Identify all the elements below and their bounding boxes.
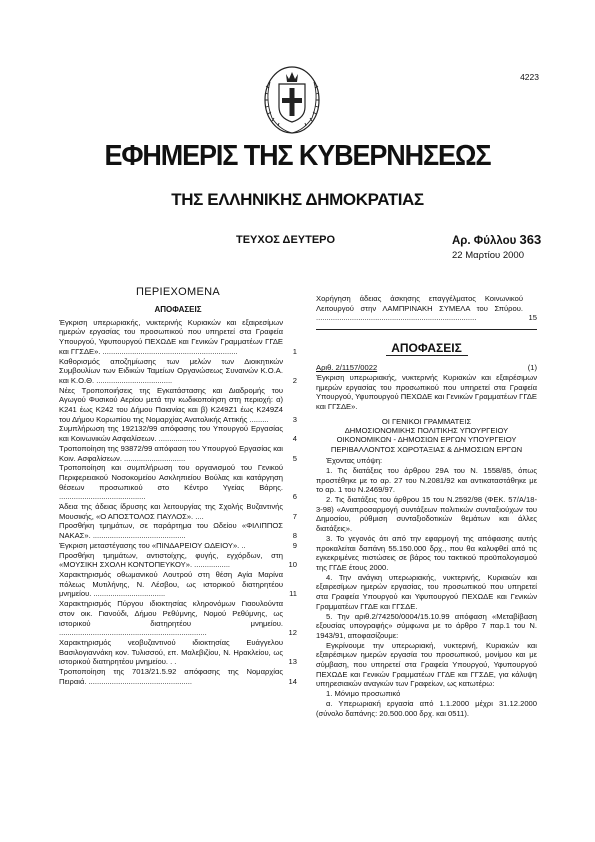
contents-column [59, 286, 297, 686]
toc-item-text: Τροποποίηση και συμπλήρωση του οργανισμού του Γενικού Περιφερειακού Νοσοκομείου Ασκληπιείου Βούλας και κατάργηση θέσεων προσωπικού στο Κέντρο Υγείας Βάρης. ......................................... [59, 463, 283, 502]
decisions-heading-rule [386, 355, 468, 356]
toc-item-page: 13 [288, 657, 297, 667]
issue-number [452, 232, 541, 247]
authority-line: ΟΙΚΟΝΟΜΙΚΩΝ - ΔΗΜΟΣΙΩΝ ΕΡΓΩΝ ΥΠΟΥΡΓΕΙΟΥ [336, 435, 517, 445]
toc-item-text: Καθορισμός αποζημίωσης των μελών των Διοικητικών Συμβουλίων των Ειδικών Ταμείων Οργανώσεως Συναινών Κ.Ο.Α. και Κ.Ο.Θ. .................................... [59, 356, 283, 385]
approval-text: Εγκρίνουμε την υπερωριακή, νυκτερινή, Κυριακών και εξαιρέσιμων ημερών εργασία του προσωπικού, μονίμου και με σύμβαση, που υπηρετεί στα Γραφεία Υπουργού, Υφυπουργού ΠΕΧΩΔΕ και Γενικών Γραμματέων ΓΓΔΕ και ΓΓΣΔΕ, για κάλυψη υπηρεσιακών αναγκών των Γραφείων, ως κατωτέρω: [316, 640, 537, 689]
toc-item [59, 424, 297, 443]
toc-item-page: 1 [292, 346, 297, 356]
section-divider [316, 329, 537, 330]
toc-item-page: 11 [289, 589, 297, 599]
gazette-title: ΕΦΗΜΕΡΙΣ ΤΗΣ ΚΥΒΕΡΝΗΣΕΩΣ [104, 140, 491, 172]
toc-item-page: 7 [292, 511, 297, 521]
issue-label: Αρ. Φύλλου [452, 235, 520, 247]
authority-line: ΔΗΜΟΣΙΟΝΟΜΙΚΗΣ ΠΟΛΙΤΙΚΗΣ ΥΠΟΥΡΓΕΙΟΥ [344, 426, 509, 436]
toc-item-page: 4 [292, 434, 297, 444]
decision-number: Αριθ. 2/1157/0022 [316, 363, 378, 373]
decision-index: (1) [527, 363, 537, 373]
having-regard: Έχοντας υπόψη: [326, 456, 383, 466]
toc-item-page: 8 [292, 531, 297, 541]
toc-item-text: Χαρακτηρισμός Πύργου ιδιοκτησίας κληρονόμων Γιαουλούντα στον οικ. Γιανούδι, Δήμου Ρεθύμνης, Νομού Ρεθύμνης, ως ιστορικού διατηρητέου μνημείου. ...................................................................... [59, 599, 283, 638]
decisions-heading: ΑΠΟΦΑΣΕΙΣ [391, 341, 462, 356]
issue-date: 22 Μαρτίου 2000 [452, 250, 524, 261]
toc-item-page: 6 [292, 492, 297, 502]
toc-item-text: Τροποποίηση της 93872/99 απόφαση του Υπουργού Εργασίας και Κοιν. Ασφαλίσεων. ............................. [59, 443, 283, 463]
item-a: α. Υπερωριακή εργασία από 1.1.2000 μέχρι 31.12.2000 (σύνολο δαπάνης: 20.500.000 δρχ. και 0511). [316, 698, 537, 718]
toc-item [59, 357, 297, 386]
toc-item [59, 386, 297, 425]
toc-item [59, 667, 297, 686]
greek-state-emblem-icon [262, 62, 322, 136]
toc-item-text: Τροποποίηση της 7013/21.5.92 απόφασης της Νομαρχίας Πειραιά. ................................................. [59, 667, 283, 686]
toc-item-text: Έγκριση υπερωριακής, νυκτερινής Κυριακών και εξαιρεσίμων ημερών εργασίας του προσωπικού που υπηρετεί στα Γραφεία Υπουργού, Υφυπουργού ΠΕΧΩΔΕ και Γενικών Γραμματέων ΓΓΔΕ και ΓΓΣΔΕ». ................................................................ [59, 317, 283, 356]
toc-item [316, 294, 537, 323]
toc-item-text: Άδεια της άδειας ίδρυσης και λειτουργίας της Σχολής Βυζαντινής Μουσικής, «Ο ΑΠΟΣΤΟΛΟΣ ΠΑΥΛΟΣ». .... [59, 502, 283, 521]
toc-item [59, 521, 297, 540]
toc-item-page: 9 [292, 540, 297, 550]
toc-item [59, 541, 297, 551]
authority-line: ΟΙ ΓΕΝΙΚΟΙ ΓΡΑΜΜΑΤΕΙΣ [381, 416, 472, 426]
decision-paragraph: 2. Τις διατάξεις του άρθρου 15 του Ν.2592/98 (ΦΕΚ. 57/Α/18-3-98) «Αναπροσαρμογή συντάξεων πολιτικών συνταξιούχων του Δημοσίου, ρύθμιση συνταξιοδοτικών θεμάτων και άλλες διατάξεις». [316, 495, 537, 534]
toc-item-text: Χαρακτηρισμός νεοβυζαντινού ιδιοκτησίας Ευάγγελου Βασιλογιαννάκη κον. Τυλισσού, επ. Μαλεβιζίου, Ν. Ηρακλείου, ως ιστορικού διατηρητέου μνημείου. . . [59, 637, 283, 667]
issue-number-value: 363 [519, 232, 542, 247]
toc-item-text: Χαρακτηρισμός οθωμανικού Λουτρού στη θέση Αγία Μαρίνα πόλεως Μυτιλήνης, Ν. Λέσβου, ως ιστορικού διατηρητέου μνημείου. .................................. [59, 569, 283, 599]
toc-item-text: Προσθήκη τμημάτων, αντιστοίχης, φυγής, εγχόρδων, στη «ΜΟΥΣΙΚΗ ΣΧΟΛΗ ΚΟΝΤΟΠΕΥΚΟΥ». ................. [59, 550, 283, 570]
toc-item-page: 12 [288, 628, 297, 638]
decision-paragraph: 3. Το γεγονός ότι από την εφαρμογή της απόφασης αυτής προκαλείται δαπάνη 55.150.000 δρχ., που θα καλυφθεί από τις εγκεκριμένες πιστώσεις σε βάρος του τακτικού προϋπολογισμού της ΓΓΔΕ έτους 2000. [316, 533, 537, 572]
toc-item [59, 463, 297, 502]
gazette-subtitle: ΤΗΣ ΕΛΛΗΝΙΚΗΣ ΔΗΜΟΚΡΑΤΙΑΣ [171, 190, 424, 209]
permanent-staff: 1. Μόνιμο προσωπικό [326, 689, 401, 699]
toc-item-page: 3 [292, 414, 297, 424]
toc-item-text: Συμπλήρωση της 192132/99 απόφασης του Υπουργού Εργασίας και Κοινωνικών Ασφαλίσεων. .................. [59, 424, 283, 444]
toc-item-text: Χορήγηση άδειας άσκησης επαγγέλματος Κοινωνικού Λειτουργού στην ΛΑΜΠΡΙΝΑΚΗ ΣΥΜΕΛΑ του Σπύρου. ............................................................................ [316, 294, 523, 323]
toc-item-page: 5 [292, 453, 297, 463]
toc-item-page: 15 [528, 313, 537, 323]
toc-item [59, 638, 297, 667]
decisions-column [316, 294, 537, 718]
toc-item [59, 551, 297, 570]
toc-item-text: Έγκριση μεταστέγασης του «ΠΙΝΔΑΡΕΙΟΥ ΩΔΕΙΟΥ». .. [59, 540, 246, 550]
toc-item [59, 318, 297, 357]
toc-item-text: Νέες Τροποποιήσεις της Εγκατάστασης και Διαδρομής του Αγωγού Φυσικού Αερίου μετά την κωδικοποίηση στη περιοχή: α) Κ241 έως Κ242 του Δήμου Παιανίας και β) Κ249Ζ1 έως Κ249Ζ4 του Δήμου Κορωπίου της Νομαρχίας Ανατολικής Αττικής ......... [59, 385, 283, 424]
toc-item-page: 14 [288, 676, 297, 686]
gazette-series: ΤΕΥΧΟΣ ΔΕΥΤΕΡΟ [236, 234, 336, 246]
toc-item [59, 599, 297, 638]
toc-item-page: 2 [292, 375, 297, 385]
toc-item-text: Προσθήκη τμημάτων, σε παράρτημα του Ωδείου «ΦΙΛΙΠΠΟΣ ΝΑΚΑΣ». ............................................ [59, 521, 283, 541]
page-number: 4223 [520, 72, 539, 82]
decision-header [316, 363, 537, 373]
decision-paragraph: 1. Τις διατάξεις του άρθρου 29Α του Ν. 1558/85, όπως προστέθηκε με το αρ. 27 του Ν.2081/92 και αντικαταστάθηκε με το αρ. 1 του Ν.2469/97. [316, 465, 537, 495]
decision-authority [316, 417, 537, 455]
toc-item [59, 444, 297, 463]
decision-paragraph: 5. Την αριθ.2/74250/0004/15.10.99 απόφαση «Μεταβίβαση εξουσίας υπογραφής» σύμφωνα με το άρθρο 7 παρ.1 του Ν. 1943/91, αποφασίζουμε: [316, 611, 537, 640]
decision-paragraph: 4. Την ανάγκη υπερωριακής, νυκτερινής, Κυριακών και εξαιρεσίμων ημερών εργασίας, του προσωπικού που υπηρετεί στα Γραφεία Υπουργού και Υφυπουργού ΠΕΧΩΔΕ και Γενικών Γραμματέων ΓΓΔΕ και ΓΓΣΔΕ. [316, 572, 537, 611]
authority-line: ΠΕΡΙΒΑΛΛΟΝΤΟΣ ΧΩΡΟΤΑΞΙΑΣ & ΔΗΜΟΣΙΩΝ ΕΡΓΩΝ [330, 444, 523, 454]
contents-subheading: ΑΠΟΦΑΣΕΙΣ [154, 305, 202, 314]
toc-item [59, 502, 297, 521]
toc-item-page: 10 [288, 560, 297, 570]
decision-title: Έγκριση υπερωριακής, νυκτερινής Κυριακών και εξαιρέσιμων ημερών εργασίας του προσωπικού που υπηρετεί στα Γραφεία Υπουργού, Υφυπουργού ΠΕΧΩΔΕ και Γενικών Γραμματέων ΓΓΔΕ και ΓΓΣΔΕ». [316, 372, 537, 411]
toc-item [59, 570, 297, 599]
contents-heading: ΠΕΡΙΕΧΟΜΕΝΑ [136, 286, 220, 298]
